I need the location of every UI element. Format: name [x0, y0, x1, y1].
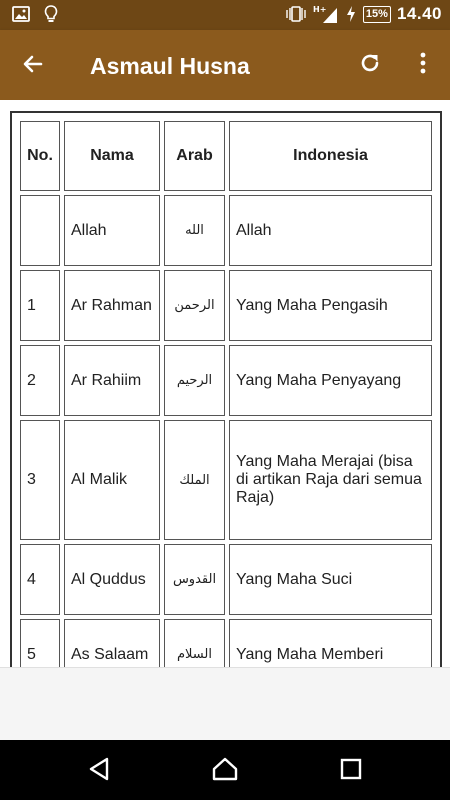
image-icon — [12, 6, 30, 22]
table-header-row — [20, 121, 432, 191]
page-title: Asmaul Husna — [90, 53, 250, 79]
cell-nama: Ar Rahman — [64, 270, 160, 341]
lightbulb-icon — [44, 5, 58, 23]
table-row — [20, 420, 432, 540]
vibrate-icon — [285, 5, 307, 23]
more-vert-icon — [419, 51, 427, 80]
cell-arab: الله — [164, 195, 225, 266]
cell-indonesia: Yang Maha Memberi — [229, 619, 432, 667]
status-bar — [0, 0, 450, 30]
nav-home-icon — [212, 757, 238, 786]
cell-no: 1 — [20, 270, 60, 341]
cell-indonesia: Yang Maha Merajai (bisa di artikan Raja dari semua Raja) — [229, 420, 432, 540]
battery-indicator: 15% — [363, 6, 391, 23]
cell-arab: الرحمن — [164, 270, 225, 341]
status-right-icons — [285, 4, 442, 24]
charging-icon — [345, 5, 357, 23]
table-row — [20, 345, 432, 416]
cell-no — [20, 195, 60, 266]
cell-no: 2 — [20, 345, 60, 416]
cell-indonesia: Allah — [229, 195, 432, 266]
status-time: 14.40 — [396, 4, 442, 23]
nav-back-button[interactable] — [86, 758, 112, 784]
header-nama: Nama — [64, 121, 160, 191]
navigation-bar — [0, 740, 450, 800]
cell-arab: القدوس — [164, 544, 225, 615]
nav-recents-icon — [340, 758, 362, 785]
bottom-area — [0, 667, 450, 740]
back-arrow-icon — [21, 52, 45, 81]
status-left-icons — [12, 5, 58, 23]
table-frame — [10, 111, 442, 667]
cell-nama: Allah — [64, 195, 160, 266]
cell-indonesia: Yang Maha Pengasih — [229, 270, 432, 341]
table-row — [20, 544, 432, 615]
asmaul-husna-table — [16, 117, 436, 667]
table-row — [20, 270, 432, 341]
more-options-button[interactable] — [408, 50, 438, 80]
cell-no: 5 — [20, 619, 60, 667]
header-arab: Arab — [164, 121, 225, 191]
nav-back-icon — [88, 757, 110, 786]
table-row — [20, 619, 432, 667]
table-row — [20, 195, 432, 266]
content-area[interactable] — [0, 100, 450, 667]
cell-nama: Al Malik — [64, 420, 160, 540]
refresh-button[interactable] — [355, 50, 385, 80]
cell-no: 3 — [20, 420, 60, 540]
header-no: No. — [20, 121, 60, 191]
cell-nama: Ar Rahiim — [64, 345, 160, 416]
cell-nama: Al Quddus — [64, 544, 160, 615]
cell-arab: الملك — [164, 420, 225, 540]
cell-nama: As Salaam — [64, 619, 160, 667]
cell-indonesia: Yang Maha Penyayang — [229, 345, 432, 416]
cell-arab: الرحيم — [164, 345, 225, 416]
svg-text:H+: H+ — [312, 5, 327, 14]
cell-no: 4 — [20, 544, 60, 615]
cell-indonesia: Yang Maha Suci — [229, 544, 432, 615]
nav-recents-button[interactable] — [338, 758, 364, 784]
refresh-icon — [358, 51, 382, 80]
signal-icon — [313, 4, 339, 24]
back-button[interactable] — [18, 51, 48, 81]
app-bar — [0, 30, 450, 100]
nav-home-button[interactable] — [212, 758, 238, 784]
cell-arab: السلام — [164, 619, 225, 667]
header-indonesia: Indonesia — [229, 121, 432, 191]
